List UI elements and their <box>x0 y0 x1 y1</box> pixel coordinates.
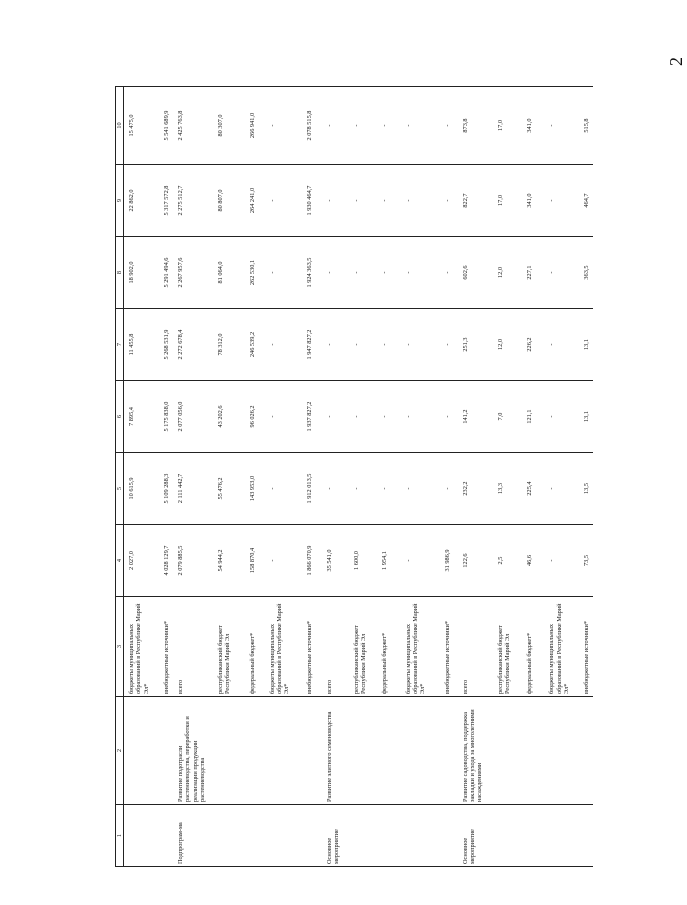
year-value-cell: 251,3 <box>454 309 487 381</box>
year-value-cell: 12,0 <box>487 237 514 309</box>
year-value-cell: - <box>391 87 430 165</box>
year-value-cell: 266 941,0 <box>235 87 259 165</box>
year-value-cell: - <box>316 237 343 309</box>
status-cell <box>391 805 430 867</box>
year-value-cell: 17,0 <box>487 165 514 237</box>
year-value-cell: 55 476,2 <box>209 453 234 525</box>
status-cell <box>153 805 173 867</box>
year-value-cell: - <box>536 381 573 453</box>
year-value-cell: - <box>259 165 294 237</box>
funding-source-cell: бюджеты муниципальных образований в Республике Марий Эл* <box>536 597 573 697</box>
column-number-row <box>116 87 124 867</box>
status-cell <box>430 805 454 867</box>
year-value-cell: - <box>371 165 391 237</box>
year-value-cell: - <box>430 87 454 165</box>
year-value-cell: 2 079 885,5 <box>173 525 209 597</box>
program-name-cell <box>391 697 430 805</box>
year-value-cell: 80 307,0 <box>209 87 234 165</box>
year-value-cell: 2 275 512,7 <box>173 165 209 237</box>
year-value-cell: - <box>316 87 343 165</box>
table-row <box>430 87 454 867</box>
table-row <box>487 87 514 867</box>
column-number-3: 3 <box>116 597 124 697</box>
year-value-cell: - <box>343 237 370 309</box>
table-row <box>173 87 209 867</box>
table-row <box>124 87 153 867</box>
program-name-cell: Развитие подотрасли растениеводства, переработки и реализации продукции растениеводства <box>173 697 209 805</box>
funding-source-cell: бюджеты муниципальных образований в Республике Марий Эл* <box>259 597 294 697</box>
status-cell: Основное мероприятие <box>454 805 487 867</box>
year-value-cell: 158 870,4 <box>235 525 259 597</box>
year-value-cell: - <box>259 381 294 453</box>
year-value-cell: - <box>391 165 430 237</box>
program-name-cell: Развитие садоводства, поддержка закладки и ухода за многолетними насаждениями <box>454 697 487 805</box>
year-value-cell: - <box>343 87 370 165</box>
year-value-cell: 464,7 <box>573 165 593 237</box>
year-value-cell: 1 866 070,9 <box>294 525 316 597</box>
year-value-cell: 2 267 957,6 <box>173 237 209 309</box>
year-value-cell: 13,5 <box>573 453 593 525</box>
year-value-cell: 10 615,9 <box>124 453 153 525</box>
column-number-10: 10 <box>116 87 124 165</box>
year-value-cell: 227,1 <box>514 237 536 309</box>
year-value-cell: - <box>536 525 573 597</box>
year-value-cell: 31 986,9 <box>430 525 454 597</box>
program-name-cell <box>209 697 234 805</box>
program-name-cell <box>235 697 259 805</box>
funding-source-cell: внебюджетные источники* <box>430 597 454 697</box>
year-value-cell: - <box>536 237 573 309</box>
year-value-cell: 264 241,0 <box>235 165 259 237</box>
funding-source-cell: всего <box>316 597 343 697</box>
year-value-cell: 122,6 <box>454 525 487 597</box>
year-value-cell: 13,3 <box>487 453 514 525</box>
year-value-cell: - <box>391 309 430 381</box>
program-name-cell <box>124 697 153 805</box>
program-name-cell <box>487 697 514 805</box>
year-value-cell: - <box>371 237 391 309</box>
year-value-cell: 363,5 <box>573 237 593 309</box>
year-value-cell: 2 027,0 <box>124 525 153 597</box>
status-cell <box>487 805 514 867</box>
funding-source-cell: республиканский бюджет Республики Марий Эл <box>343 597 370 697</box>
table-row <box>316 87 343 867</box>
funding-source-cell: внебюджетные источники* <box>294 597 316 697</box>
year-value-cell: - <box>391 381 430 453</box>
year-value-cell: 2 078 515,8 <box>294 87 316 165</box>
year-value-cell: - <box>391 525 430 597</box>
year-value-cell: 46,6 <box>514 525 536 597</box>
status-cell <box>294 805 316 867</box>
year-value-cell: 1 947 827,2 <box>294 309 316 381</box>
year-value-cell: 2 111 442,7 <box>173 453 209 525</box>
program-name-cell <box>371 697 391 805</box>
year-value-cell: - <box>259 453 294 525</box>
program-name-cell <box>536 697 573 805</box>
year-value-cell: - <box>391 237 430 309</box>
year-value-cell: 1 937 827,2 <box>294 381 316 453</box>
year-value-cell: - <box>316 453 343 525</box>
column-number-7: 7 <box>116 309 124 381</box>
program-name-cell <box>259 697 294 805</box>
year-value-cell: - <box>536 309 573 381</box>
year-value-cell: 4 028 129,7 <box>153 525 173 597</box>
year-value-cell: 5 291 494,6 <box>153 237 173 309</box>
year-value-cell: - <box>536 87 573 165</box>
year-value-cell: - <box>259 525 294 597</box>
year-value-cell: 341,0 <box>514 165 536 237</box>
year-value-cell: 17,0 <box>487 87 514 165</box>
funding-source-cell: внебюджетные источники* <box>573 597 593 697</box>
program-name-cell: Развитие элитного семеноводства <box>316 697 343 805</box>
year-value-cell: 5 541 689,9 <box>153 87 173 165</box>
funding-source-cell: республиканский бюджет Республики Марий Эл <box>487 597 514 697</box>
funding-source-cell: всего <box>173 597 209 697</box>
budget-table <box>115 86 593 867</box>
year-value-cell: 2 425 763,8 <box>173 87 209 165</box>
status-cell <box>371 805 391 867</box>
status-cell: Подпрограм-ма <box>173 805 209 867</box>
year-value-cell: 5 268 531,9 <box>153 309 173 381</box>
year-value-cell: 54 944,2 <box>209 525 234 597</box>
year-value-cell: - <box>430 453 454 525</box>
year-value-cell: - <box>316 381 343 453</box>
table-body <box>124 87 593 867</box>
year-value-cell: 515,8 <box>573 87 593 165</box>
year-value-cell: 226,2 <box>514 309 536 381</box>
table-row <box>514 87 536 867</box>
status-cell <box>235 805 259 867</box>
status-cell <box>124 805 153 867</box>
year-value-cell: - <box>343 165 370 237</box>
year-value-cell: - <box>371 381 391 453</box>
year-value-cell: 7,0 <box>487 381 514 453</box>
year-value-cell: 2,5 <box>487 525 514 597</box>
column-number-4: 4 <box>116 525 124 597</box>
year-value-cell: - <box>343 453 370 525</box>
column-number-2: 2 <box>116 697 124 805</box>
year-value-cell: 80 807,0 <box>209 165 234 237</box>
year-value-cell: 96 026,2 <box>235 381 259 453</box>
year-value-cell: 5 317 572,8 <box>153 165 173 237</box>
year-value-cell: - <box>430 165 454 237</box>
column-number-1: 1 <box>116 805 124 867</box>
status-cell <box>343 805 370 867</box>
year-value-cell: 73,5 <box>573 525 593 597</box>
status-cell <box>514 805 536 867</box>
year-value-cell: - <box>259 237 294 309</box>
table-row <box>454 87 487 867</box>
funding-source-cell: федеральный бюджет* <box>371 597 391 697</box>
program-name-cell <box>294 697 316 805</box>
year-value-cell: 225,4 <box>514 453 536 525</box>
funding-source-cell: республиканский бюджет Республики Марий Эл <box>209 597 234 697</box>
column-number-8: 8 <box>116 237 124 309</box>
year-value-cell: - <box>430 381 454 453</box>
funding-source-cell: бюджеты муниципальных образований в Республике Марий Эл* <box>391 597 430 697</box>
year-value-cell: 7 895,4 <box>124 381 153 453</box>
year-value-cell: - <box>316 165 343 237</box>
funding-source-cell: всего <box>454 597 487 697</box>
year-value-cell: - <box>343 381 370 453</box>
table-row <box>209 87 234 867</box>
table-row <box>153 87 173 867</box>
program-name-cell <box>573 697 593 805</box>
table-row <box>536 87 573 867</box>
year-value-cell: 13,1 <box>573 309 593 381</box>
column-number-5: 5 <box>116 453 124 525</box>
year-value-cell: 43 202,6 <box>209 381 234 453</box>
year-value-cell: 78 312,0 <box>209 309 234 381</box>
table-row <box>259 87 294 867</box>
funding-source-cell: бюджеты муниципальных образований в Республике Марий Эл* <box>124 597 153 697</box>
year-value-cell: - <box>430 309 454 381</box>
funding-source-cell: внебюджетные источники* <box>153 597 173 697</box>
year-value-cell: 121,1 <box>514 381 536 453</box>
program-name-cell <box>514 697 536 805</box>
program-name-cell <box>153 697 173 805</box>
year-value-cell: - <box>371 309 391 381</box>
year-value-cell: 262 530,1 <box>235 237 259 309</box>
year-value-cell: - <box>259 309 294 381</box>
page-number: 2 <box>666 57 686 66</box>
status-cell <box>536 805 573 867</box>
program-name-cell <box>343 697 370 805</box>
year-value-cell: - <box>371 453 391 525</box>
year-value-cell: 81 064,0 <box>209 237 234 309</box>
year-value-cell: 5 175 838,0 <box>153 381 173 453</box>
year-value-cell: 13,1 <box>573 381 593 453</box>
year-value-cell: 143 953,0 <box>235 453 259 525</box>
year-value-cell: 2 272 678,4 <box>173 309 209 381</box>
budget-table-sheet <box>115 87 590 867</box>
program-name-cell <box>430 697 454 805</box>
year-value-cell: - <box>259 87 294 165</box>
table-row <box>573 87 593 867</box>
year-value-cell: 1 930 464,7 <box>294 165 316 237</box>
year-value-cell: 822,7 <box>454 165 487 237</box>
year-value-cell: 246 539,2 <box>235 309 259 381</box>
year-value-cell: 15 475,0 <box>124 87 153 165</box>
year-value-cell: - <box>391 453 430 525</box>
status-cell <box>209 805 234 867</box>
column-number-9: 9 <box>116 165 124 237</box>
year-value-cell: - <box>430 237 454 309</box>
year-value-cell: 11 455,8 <box>124 309 153 381</box>
year-value-cell: 12,0 <box>487 309 514 381</box>
year-value-cell: 22 862,0 <box>124 165 153 237</box>
status-cell: Основное мероприятие <box>316 805 343 867</box>
year-value-cell: 18 902,0 <box>124 237 153 309</box>
year-value-cell: - <box>316 309 343 381</box>
table-row <box>294 87 316 867</box>
table-row <box>391 87 430 867</box>
status-cell <box>573 805 593 867</box>
year-value-cell: - <box>536 165 573 237</box>
table-row <box>371 87 391 867</box>
funding-source-cell: федеральный бюджет* <box>235 597 259 697</box>
year-value-cell: 141,2 <box>454 381 487 453</box>
year-value-cell: 5 109 288,3 <box>153 453 173 525</box>
year-value-cell: - <box>343 309 370 381</box>
year-value-cell: 2 077 056,0 <box>173 381 209 453</box>
year-value-cell: 232,2 <box>454 453 487 525</box>
year-value-cell: - <box>536 453 573 525</box>
year-value-cell: - <box>371 87 391 165</box>
year-value-cell: 35 541,0 <box>316 525 343 597</box>
year-value-cell: 1 912 013,5 <box>294 453 316 525</box>
table-row <box>235 87 259 867</box>
year-value-cell: 341,0 <box>514 87 536 165</box>
year-value-cell: 602,6 <box>454 237 487 309</box>
year-value-cell: 873,8 <box>454 87 487 165</box>
column-number-6: 6 <box>116 381 124 453</box>
year-value-cell: 1 924 363,5 <box>294 237 316 309</box>
funding-source-cell: федеральный бюджет* <box>514 597 536 697</box>
table-row <box>343 87 370 867</box>
year-value-cell: 1 954,1 <box>371 525 391 597</box>
year-value-cell: 1 600,0 <box>343 525 370 597</box>
status-cell <box>259 805 294 867</box>
